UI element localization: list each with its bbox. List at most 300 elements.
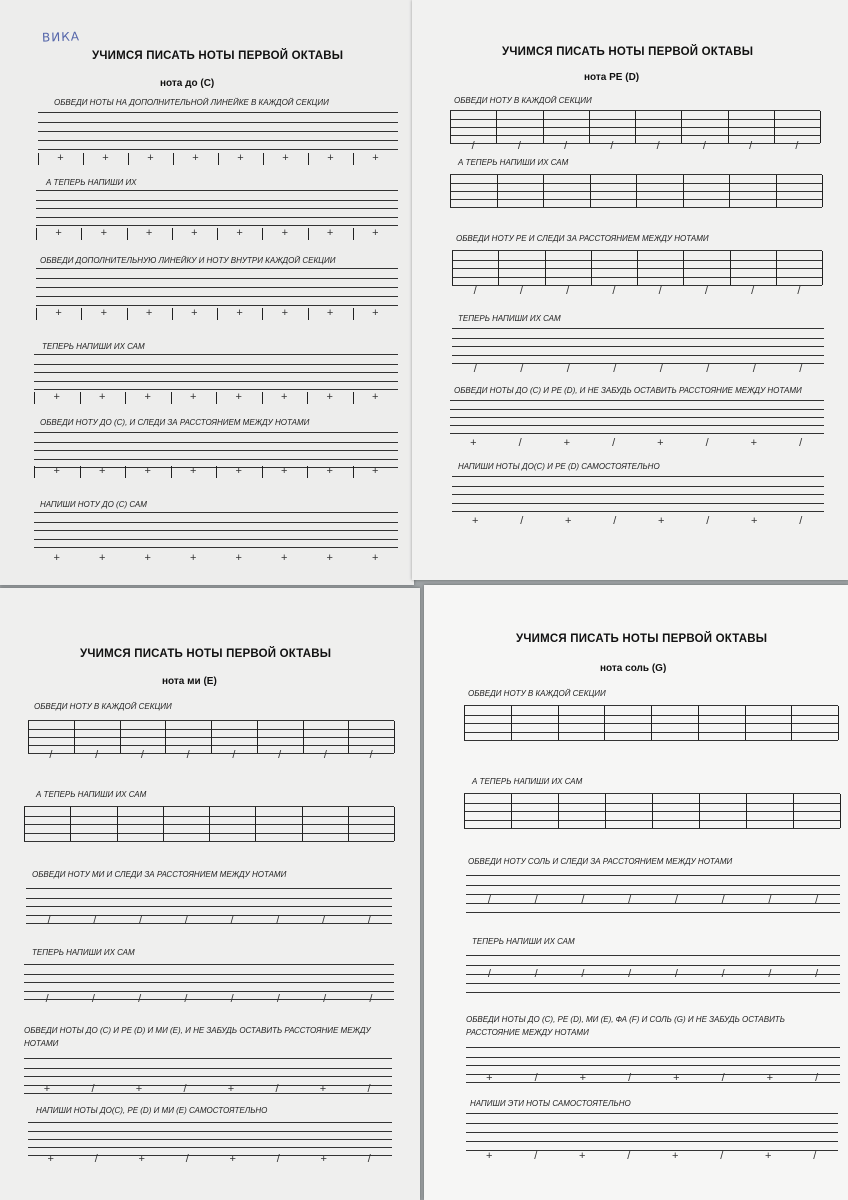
handwritten-note-mark: + [326, 227, 334, 239]
handwritten-note-mark: + [144, 391, 151, 403]
instruction-4: ТЕПЕРЬ НАПИШИ ИХ САМ [32, 948, 135, 957]
measure-bar [307, 466, 308, 478]
measure-bar [822, 251, 823, 285]
handwritten-note-mark: / [674, 894, 678, 906]
handwritten-note-mark: / [275, 1083, 279, 1095]
handwritten-note-mark: / [91, 1083, 95, 1095]
handwritten-note-mark: / [659, 363, 663, 375]
handwritten-note-mark: + [102, 152, 109, 164]
measure-bar [683, 251, 684, 285]
handwritten-note-mark: / [185, 1153, 189, 1165]
measure-bar [746, 794, 747, 828]
measure-bar [83, 153, 84, 165]
measure-bar [820, 111, 821, 143]
measure-bar [308, 228, 309, 240]
measure-bar [728, 111, 729, 143]
measure-bar [353, 228, 354, 240]
measure-bar [450, 111, 451, 143]
handwritten-note-mark: / [815, 894, 819, 906]
instruction-3: ОБВЕДИ НОТУ РЕ И СЛЕДИ ЗА РАССТОЯНИЕМ МЕЖДУ НОТАМИ [456, 234, 709, 243]
instruction-1: ОБВЕДИ НОТУ В КАЖДОЙ СЕКЦИИ [454, 96, 592, 105]
music-staff [464, 705, 838, 741]
measure-bar [683, 175, 684, 207]
worksheet-title: УЧИМСЯ ПИСАТЬ НОТЫ ПЕРВОЙ ОКТАВЫ [92, 50, 344, 62]
measure-bar [127, 228, 128, 240]
music-staff [36, 190, 398, 226]
handwritten-note-mark: / [138, 993, 142, 1005]
measure-bar [163, 807, 164, 841]
instruction-4: ТЕПЕРЬ НАПИШИ ИХ САМ [458, 314, 561, 323]
handwritten-note-mark: + [147, 152, 154, 164]
measure-bar [209, 807, 210, 841]
measure-bar [302, 807, 303, 841]
measure-bar [452, 251, 453, 285]
handwritten-note-mark: / [534, 1072, 538, 1084]
measure-bar [172, 228, 173, 240]
music-staff [452, 476, 824, 512]
handwritten-note-mark: + [138, 1153, 145, 1165]
practice-notes-row [24, 1084, 392, 1096]
measure-bar [263, 153, 264, 165]
handwritten-note-mark: / [749, 140, 753, 152]
handwritten-note-mark: / [367, 1153, 371, 1165]
measure-bar [125, 466, 126, 478]
handwritten-note-mark: + [319, 1083, 327, 1095]
measure-bar [74, 721, 75, 753]
handwritten-note-mark: + [99, 552, 106, 564]
instruction-2: А ТЕПЕРЬ НАПИШИ ИХ САМ [36, 790, 147, 799]
handwritten-note-mark: + [326, 391, 333, 403]
handwritten-note-mark: + [145, 227, 153, 239]
measure-bar [216, 466, 217, 478]
handwritten-note-mark: + [55, 227, 62, 239]
handwritten-note-mark: / [276, 993, 280, 1005]
worksheet-note-do [0, 0, 414, 585]
practice-notes-row [452, 516, 824, 528]
music-staff [452, 328, 824, 364]
handwritten-note-mark: / [520, 363, 524, 375]
music-staff [450, 110, 820, 144]
measure-bar [308, 153, 309, 165]
handwritten-note-mark: + [751, 515, 758, 527]
handwritten-note-mark: / [369, 749, 373, 761]
handwritten-note-mark: + [53, 552, 60, 564]
handwritten-note-mark: / [656, 140, 660, 152]
music-staff [450, 174, 822, 208]
handwritten-note-mark: / [323, 993, 327, 1005]
measure-bar [394, 807, 395, 841]
handwritten-note-mark: / [321, 915, 325, 927]
instruction-6: НАПИШИ ЭТИ НОТЫ САМОСТОЯТЕЛЬНО [470, 1099, 631, 1108]
measure-bar [543, 111, 544, 143]
measure-bar [604, 706, 605, 740]
handwritten-note-mark: / [184, 993, 188, 1005]
measure-bar [127, 308, 128, 320]
instruction-4: ТЕПЕРЬ НАПИШИ ИХ САМ [472, 937, 575, 946]
handwritten-note-mark: + [135, 1083, 143, 1095]
handwritten-note-mark: / [706, 515, 710, 527]
handwritten-note-mark: + [235, 465, 242, 477]
music-staff [34, 512, 398, 548]
handwritten-note-mark: + [192, 152, 199, 164]
music-staff [34, 432, 398, 468]
handwritten-note-mark: / [795, 140, 799, 152]
handwritten-note-mark: + [750, 437, 758, 449]
handwritten-note-mark: / [95, 749, 99, 761]
measure-bar [255, 807, 256, 841]
handwritten-note-mark: + [486, 1072, 493, 1084]
measure-bar [257, 721, 258, 753]
worksheet-note-sol [424, 585, 848, 1200]
music-staff [450, 400, 824, 434]
measure-bar [353, 392, 354, 404]
handwritten-note-mark: / [93, 915, 97, 927]
instruction-6: НАПИШИ НОТУ ДО (C) САМ [40, 500, 147, 509]
practice-notes-row [28, 1154, 392, 1166]
handwritten-note-mark: / [581, 894, 585, 906]
handwritten-note-mark: + [236, 227, 243, 239]
measure-bar [543, 175, 544, 207]
measure-bar [498, 251, 499, 285]
worksheet-title: УЧИМСЯ ПИСАТЬ НОТЫ ПЕРВОЙ ОКТАВЫ [80, 648, 332, 660]
handwritten-note-mark: + [372, 465, 379, 477]
practice-notes-row [28, 750, 394, 762]
handwritten-note-mark: / [564, 140, 568, 152]
music-staff [464, 793, 840, 829]
music-staff [452, 250, 822, 286]
measure-bar [171, 392, 172, 404]
handwritten-note-mark: + [100, 307, 108, 319]
handwritten-note-mark: / [369, 993, 373, 1005]
music-staff [28, 1122, 392, 1156]
measure-bar [262, 228, 263, 240]
measure-bar [464, 706, 465, 740]
handwritten-note-mark: / [704, 285, 708, 297]
measure-bar [348, 721, 349, 753]
handwritten-note-mark: / [613, 515, 617, 527]
handwritten-note-mark: / [721, 894, 725, 906]
worksheet-subtitle: нота ми (E) [162, 676, 217, 687]
measure-bar [558, 794, 559, 828]
measure-bar [838, 706, 839, 740]
measure-bar [698, 706, 699, 740]
handwritten-note-mark: / [799, 363, 803, 375]
handwritten-note-mark: / [613, 363, 617, 375]
handwritten-note-mark: / [278, 749, 282, 761]
handwritten-note-mark: + [372, 227, 379, 239]
handwritten-note-mark: / [518, 437, 522, 449]
measure-bar [730, 251, 731, 285]
handwritten-note-mark: / [471, 140, 475, 152]
measure-bar [262, 308, 263, 320]
handwritten-note-mark: / [323, 749, 327, 761]
measure-bar [117, 807, 118, 841]
practice-notes-row [452, 364, 824, 374]
handwritten-note-mark: / [799, 437, 803, 449]
handwritten-note-mark: / [186, 749, 190, 761]
handwritten-note-mark: + [55, 307, 62, 319]
measure-bar [217, 228, 218, 240]
handwritten-note-mark: + [672, 1150, 679, 1162]
handwritten-note-mark: + [53, 465, 60, 477]
handwritten-note-mark: + [191, 307, 198, 319]
handwritten-note-mark: / [612, 437, 616, 449]
measure-bar [348, 807, 349, 841]
measure-bar [217, 308, 218, 320]
worksheet-title: УЧИМСЯ ПИСАТЬ НОТЫ ПЕРВОЙ ОКТАВЫ [502, 46, 754, 58]
handwritten-note-mark: + [57, 152, 64, 164]
measure-bar [165, 721, 166, 753]
handwritten-note-mark: + [657, 437, 664, 449]
handwritten-note-mark: / [183, 1083, 187, 1095]
measure-bar [120, 721, 121, 753]
handwritten-note-mark: + [372, 391, 379, 403]
handwritten-note-mark: / [276, 915, 280, 927]
handwritten-note-mark: + [190, 391, 197, 403]
handwritten-note-mark: + [579, 1150, 586, 1162]
handwritten-note-mark: / [705, 437, 709, 449]
handwritten-note-mark: + [766, 1072, 774, 1084]
handwritten-note-mark: / [612, 285, 616, 297]
worksheet-subtitle: нота до (C) [160, 78, 215, 89]
handwritten-note-mark: / [138, 915, 142, 927]
measure-bar [81, 308, 82, 320]
handwritten-note-mark: + [100, 227, 108, 239]
handwritten-note-mark: / [799, 515, 803, 527]
measure-bar [450, 175, 451, 207]
measure-bar [308, 308, 309, 320]
measure-bar [464, 794, 465, 828]
measure-bar [394, 721, 395, 753]
handwritten-note-mark: + [327, 152, 334, 164]
measure-bar [496, 111, 497, 143]
instruction-2: А ТЕПЕРЬ НАПИШИ ИХ [46, 178, 137, 187]
measure-bar [173, 153, 174, 165]
measure-bar [172, 308, 173, 320]
practice-notes-row [34, 466, 398, 478]
handwritten-note-mark: + [565, 515, 572, 527]
practice-notes-row [34, 392, 398, 404]
practice-notes-row [466, 895, 840, 909]
measure-bar [822, 175, 823, 207]
practice-notes-row [24, 994, 394, 1006]
handwritten-note-mark: + [99, 391, 106, 403]
handwritten-note-mark: / [702, 140, 706, 152]
handwritten-note-mark: / [534, 1150, 538, 1162]
music-staff [36, 268, 398, 306]
instruction-5: ОБВЕДИ НОТЫ ДО (C) И РЕ (D), И НЕ ЗАБУДЬ ОСТАВИТЬ РАССТОЯНИЕ МЕЖДУ НОТАМИ [454, 386, 802, 395]
measure-bar [511, 794, 512, 828]
handwritten-note-mark: + [472, 515, 479, 527]
instruction-5: ОБВЕДИ НОТЫ ДО (C) И РЕ (D) И МИ (E), И НЕ ЗАБУДЬ ОСТАВИТЬ РАССТОЯНИЕ МЕЖДУ НОТАМИ [24, 1026, 371, 1048]
measure-bar [70, 807, 71, 841]
handwritten-note-mark: / [581, 968, 585, 980]
measure-bar [80, 392, 81, 404]
practice-notes-row [450, 141, 820, 153]
handwritten-note-mark: / [813, 1150, 817, 1162]
practice-notes-row [466, 1151, 838, 1165]
handwritten-note-mark: / [721, 968, 725, 980]
measure-bar [262, 392, 263, 404]
handwritten-note-mark: + [372, 552, 379, 564]
worksheet-subtitle: нота РЕ (D) [584, 72, 640, 83]
handwritten-note-mark: / [487, 894, 491, 906]
handwritten-note-mark: / [47, 915, 51, 927]
instruction-3: ОБВЕДИ НОТУ МИ И СЛЕДИ ЗА РАССТОЯНИЕМ МЕЖДУ НОТАМИ [32, 870, 287, 879]
worksheet-note-re [412, 0, 848, 580]
handwritten-note-mark: + [372, 152, 379, 164]
instruction-3: ОБВЕДИ ДОПОЛНИТЕЛЬНУЮ ЛИНЕЙКУ И НОТУ ВНУТРИ КАЖДОЙ СЕКЦИИ [40, 256, 336, 265]
handwritten-note-mark: + [673, 1072, 680, 1084]
handwritten-note-mark: / [49, 749, 53, 761]
handwritten-note-mark: / [519, 285, 523, 297]
handwritten-note-mark: + [43, 1083, 51, 1095]
handwritten-note-mark: / [230, 915, 234, 927]
handwritten-note-mark: / [45, 993, 49, 1005]
handwritten-note-mark: + [190, 465, 197, 477]
handwritten-note-mark: + [281, 307, 289, 319]
handwritten-note-mark: / [628, 1072, 632, 1084]
measure-bar [80, 466, 81, 478]
handwritten-note-mark: / [815, 1072, 819, 1084]
measure-bar [262, 466, 263, 478]
measure-bar [125, 392, 126, 404]
handwritten-note-mark: / [140, 749, 144, 761]
measure-bar [497, 175, 498, 207]
measure-bar [81, 228, 82, 240]
measure-bar [171, 466, 172, 478]
handwritten-note-mark: + [190, 552, 197, 564]
handwritten-note-mark: + [145, 307, 153, 319]
instruction-6: НАПИШИ НОТЫ ДО(C) И РЕ (D) САМОСТОЯТЕЛЬНО [458, 462, 660, 471]
measure-bar [36, 228, 37, 240]
measure-bar [699, 794, 700, 828]
measure-bar [651, 706, 652, 740]
instruction-1: ОБВЕДИ НОТУ В КАЖДОЙ СЕКЦИИ [34, 702, 172, 711]
practice-notes-row [466, 1073, 840, 1087]
measure-bar [34, 466, 35, 478]
measure-bar [353, 466, 354, 478]
instruction-5: ОБВЕДИ НОТЫ ДО (C), РЕ (D), МИ (E), ФА (F) И СОЛЬ (G) И НЕ ЗАБУДЬ ОСТАВИТЬ РАССТОЯНИЕ МЕЖДУ НОТАМИ [466, 1015, 785, 1037]
handwritten-note-mark: / [184, 915, 188, 927]
handwritten-note-mark: + [281, 391, 288, 403]
measure-bar [24, 807, 25, 841]
handwritten-note-mark: / [232, 749, 236, 761]
music-staff [28, 720, 394, 754]
handwritten-note-mark: / [517, 140, 521, 152]
measure-bar [652, 794, 653, 828]
handwritten-note-mark: / [566, 363, 570, 375]
practice-notes-row [450, 438, 824, 450]
handwritten-note-mark: + [579, 1072, 587, 1084]
practice-notes-row [36, 308, 398, 320]
handwritten-note-mark: + [229, 1153, 236, 1165]
music-staff [466, 1113, 838, 1151]
practice-notes-row [26, 916, 392, 928]
handwritten-signature: ВИКА [41, 29, 81, 45]
instruction-1: ОБВЕДИ НОТЫ НА ДОПОЛНИТЕЛЬНОЙ ЛИНЕЙКЕ В КАЖДОЙ СЕКЦИИ [54, 98, 329, 107]
handwritten-note-mark: / [768, 968, 772, 980]
handwritten-note-mark: + [235, 391, 242, 403]
handwritten-note-mark: / [628, 894, 632, 906]
handwritten-note-mark: / [628, 968, 632, 980]
handwritten-note-mark: / [473, 363, 477, 375]
measure-bar [840, 794, 841, 828]
handwritten-note-mark: + [227, 1083, 235, 1095]
worksheet-title: УЧИМСЯ ПИСАТЬ НОТЫ ПЕРВОЙ ОКТАВЫ [516, 633, 768, 645]
handwritten-note-mark: / [658, 285, 662, 297]
measure-bar [307, 392, 308, 404]
handwritten-note-mark: / [473, 285, 477, 297]
measure-bar [303, 721, 304, 753]
handwritten-note-mark: + [372, 307, 379, 319]
handwritten-note-mark: + [53, 391, 60, 403]
measure-bar [353, 308, 354, 320]
handwritten-note-mark: + [486, 1150, 493, 1162]
handwritten-note-mark: / [610, 140, 614, 152]
handwritten-note-mark: + [282, 152, 289, 164]
handwritten-note-mark: + [191, 227, 198, 239]
handwritten-note-mark: + [320, 1153, 327, 1165]
handwritten-note-mark: / [94, 1153, 98, 1165]
handwritten-note-mark: / [627, 1150, 631, 1162]
handwritten-note-mark: / [487, 968, 491, 980]
instruction-5: ОБВЕДИ НОТУ ДО (C), И СЛЕДИ ЗА РАССТОЯНИЕМ МЕЖДУ НОТАМИ [40, 418, 310, 427]
measure-bar [34, 392, 35, 404]
music-staff [24, 806, 394, 842]
handwritten-note-mark: / [751, 285, 755, 297]
measure-bar [637, 251, 638, 285]
handwritten-note-mark: + [47, 1153, 54, 1165]
music-staff [38, 112, 398, 150]
practice-notes-row [36, 228, 398, 240]
handwritten-note-mark: / [797, 285, 801, 297]
handwritten-note-mark: / [520, 515, 524, 527]
handwritten-note-mark: / [276, 1153, 280, 1165]
handwritten-note-mark: + [658, 515, 665, 527]
handwritten-note-mark: + [326, 552, 333, 564]
measure-bar [216, 392, 217, 404]
handwritten-note-mark: + [144, 552, 151, 564]
handwritten-note-mark: + [281, 552, 288, 564]
practice-notes-row [466, 969, 840, 983]
handwritten-note-mark: / [815, 968, 819, 980]
instruction-2: А ТЕПЕРЬ НАПИШИ ИХ САМ [472, 777, 583, 786]
worksheet-subtitle: нота соль (G) [600, 663, 667, 674]
measure-bar [545, 251, 546, 285]
instruction-6: НАПИШИ НОТЫ ДО(C), РЕ (D) И МИ (E) САМОСТОЯТЕЛЬНО [36, 1106, 268, 1115]
measure-bar [589, 111, 590, 143]
measure-bar [681, 111, 682, 143]
measure-bar [776, 251, 777, 285]
handwritten-note-mark: / [566, 285, 570, 297]
measure-bar [353, 153, 354, 165]
handwritten-note-mark: / [367, 915, 371, 927]
handwritten-note-mark: / [534, 894, 538, 906]
measure-bar [558, 706, 559, 740]
instruction-3: ОБВЕДИ НОТУ СОЛЬ И СЛЕДИ ЗА РАССТОЯНИЕМ МЕЖДУ НОТАМИ [468, 857, 733, 866]
music-staff [34, 354, 398, 390]
measure-bar [218, 153, 219, 165]
handwritten-note-mark: / [367, 1083, 371, 1095]
measure-bar [128, 153, 129, 165]
handwritten-note-mark: + [563, 437, 571, 449]
handwritten-note-mark: + [765, 1150, 772, 1162]
instruction-1: ОБВЕДИ НОТУ В КАЖДОЙ СЕКЦИИ [468, 689, 606, 698]
handwritten-note-mark: + [326, 465, 333, 477]
measure-bar [793, 794, 794, 828]
measure-bar [774, 111, 775, 143]
